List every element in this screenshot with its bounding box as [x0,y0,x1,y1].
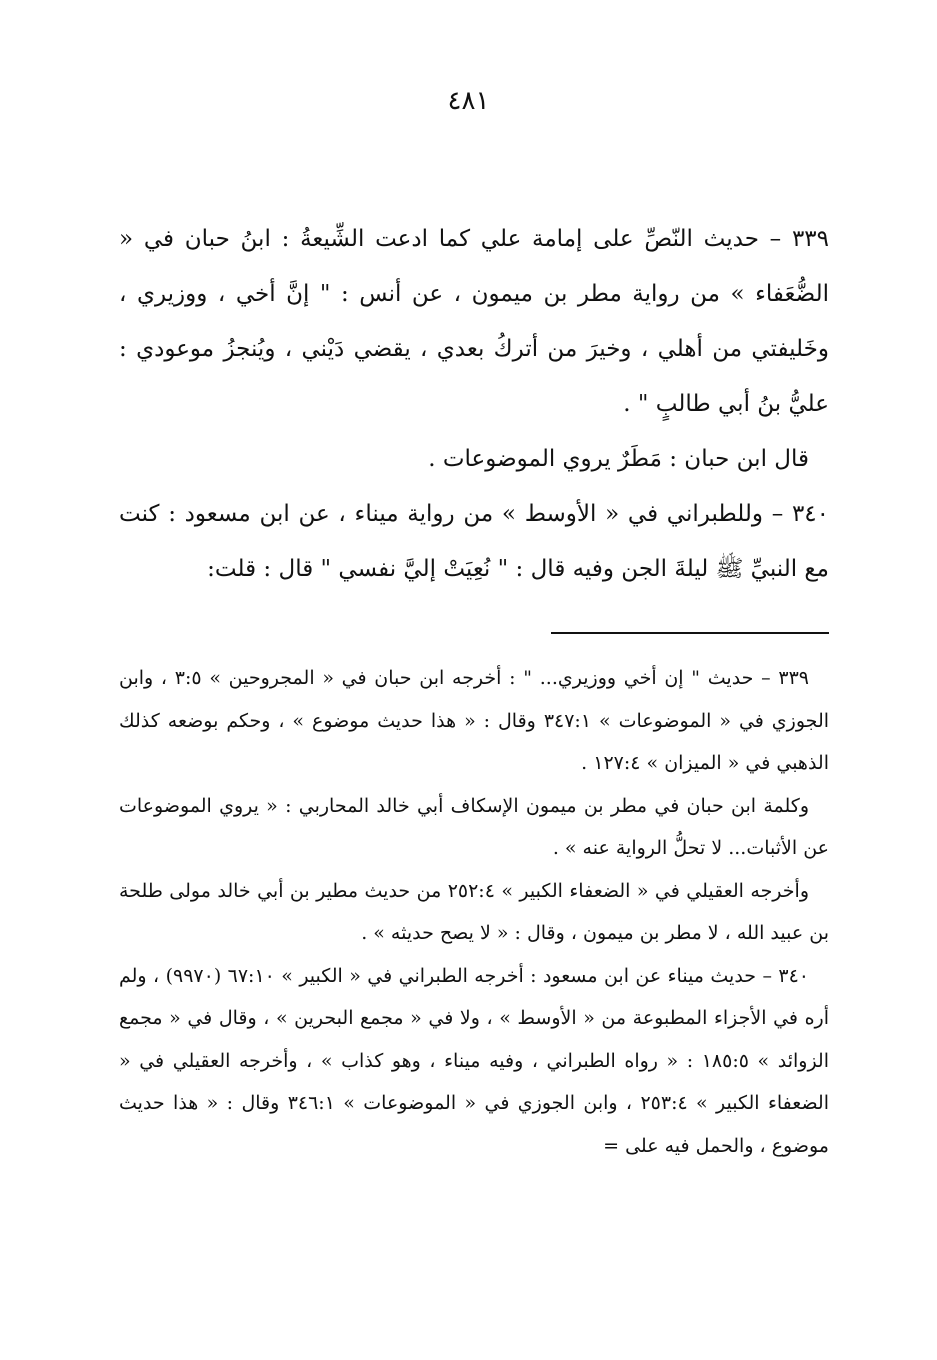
footnote-340: ٣٤٠ – حديث ميناء عن ابن مسعود : أخرجه الطبراني في « الكبير » ٦٧:١٠ (٩٩٧٠) ، ولم أره في الأجزاء المطبوعة من « الأوسط » ، ولا في « مجمع البحرين » ، وقال في « مجمع الزوائد » ١٨٥:٥ : « رواه الطبراني ، وفيه ميناء ، وهو كذاب » ، وأخرجه العقيلي في « الضعفاء الكبير » ٢٥٣:٤ ، وابن الجوزي في « الموضوعات » ٣٤٦:١ وقال : « هذا حديث موضوع ، والحمل فيه على = [119,964,829,1157]
hadith-339-paragraph: ٣٣٩ – حديث النّصِّ على إمامة علي كما ادعت الشِّيعةُ : ابنُ حبان في « الضُّعَفاء » من رواية مطر بن ميمون ، عن أنس : " إنَّ أخي ، ووزيري ، وخَليفتي من أهلي ، وخيرَ من أتركُ بعدي ، يقضي دَيْني ، ويُنجزُ موعودي : عليُّ بنُ أبي طالبٍ " . [119,226,829,417]
footnote-divider [551,632,829,634]
page-number: ٤٨١ [447,86,490,116]
footnotes [119,657,829,1167]
hadith-339-comment: قال ابن حبان : مَطَرٌ يروي الموضوعات . [428,446,809,472]
hadith-340-paragraph: ٣٤٠ – وللطبراني في « الأوسط » من رواية ميناء ، عن ابن مسعود : كنت مع النبيِّ ﷺ ليلةَ الجن وفيه قال : " نُعِيَتْ إليَّ نفسي " قال : قلت: [119,501,829,582]
footnote-339: ٣٣٩ – حديث " إن أخي ووزيري... " : أخرجه ابن حبان في « المجروحين » ٣:٥ ، وابن الجوزي في « الموضوعات » ٣٤٧:١ وقال : « هذا حديث موضوع » ، وحكم بوضعه كذلك الذهبي في « الميزان » ١٢٧:٤ . [119,667,830,774]
main-text [119,212,829,597]
footnote-339-mutar: وكلمة ابن حبان في مطر بن ميمون الإسكاف أبي خالد المحاربي : « يروي الموضوعات عن الأثبات... لا تحلُّ الرواية عنه » . [119,794,829,859]
footnote-339-uqayli: وأخرجه العقيلي في « الضعفاء الكبير » ٢٥٢:٤ من حديث مطير بن أبي خالد مولى طلحة بن عبيد الله ، لا مطر بن ميمون ، وقال : « لا يصح حديثه » . [119,879,829,944]
